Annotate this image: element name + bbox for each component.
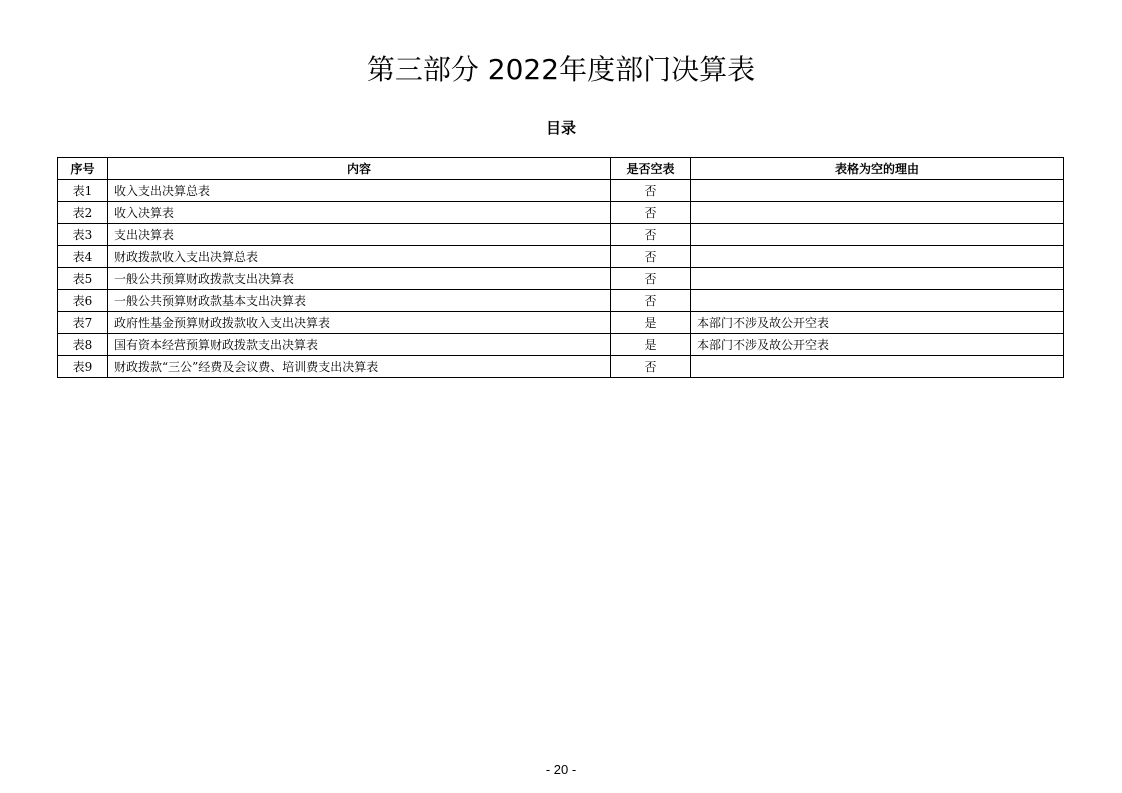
table-row xyxy=(58,202,1064,224)
row-is-empty: 否 xyxy=(611,356,691,378)
toc-table xyxy=(57,157,1064,378)
row-is-empty: 是 xyxy=(611,312,691,334)
row-no: 表8 xyxy=(58,334,108,356)
row-is-empty: 否 xyxy=(611,224,691,246)
row-content: 财政拨款“三公”经费及会议费、培训费支出决算表 xyxy=(108,356,611,378)
header-no: 序号 xyxy=(58,158,108,180)
table-row xyxy=(58,312,1064,334)
table-row xyxy=(58,246,1064,268)
row-no: 表5 xyxy=(58,268,108,290)
row-content: 财政拨款收入支出决算总表 xyxy=(108,246,611,268)
row-reason xyxy=(691,268,1064,290)
header-content: 内容 xyxy=(108,158,611,180)
row-no: 表2 xyxy=(58,202,108,224)
table-row xyxy=(58,224,1064,246)
row-reason: 本部门不涉及故公开空表 xyxy=(691,334,1064,356)
toc-heading: 目录 xyxy=(545,119,576,137)
row-content: 一般公共预算财政拨款支出决算表 xyxy=(108,268,611,290)
page-number: - 20 - xyxy=(545,762,577,777)
row-is-empty: 否 xyxy=(611,268,691,290)
table-row xyxy=(58,334,1064,356)
header-reason: 表格为空的理由 xyxy=(691,158,1064,180)
header-is-empty: 是否空表 xyxy=(611,158,691,180)
row-reason xyxy=(691,224,1064,246)
page-title: 第三部分 2022年度部门决算表 xyxy=(366,53,756,86)
row-no: 表1 xyxy=(58,180,108,202)
row-is-empty: 否 xyxy=(611,246,691,268)
table-row xyxy=(58,290,1064,312)
row-content: 国有资本经营预算财政拨款支出决算表 xyxy=(108,334,611,356)
row-reason xyxy=(691,290,1064,312)
row-content: 支出决算表 xyxy=(108,224,611,246)
table-header-row xyxy=(58,158,1064,180)
row-reason xyxy=(691,246,1064,268)
row-is-empty: 否 xyxy=(611,202,691,224)
row-no: 表6 xyxy=(58,290,108,312)
row-no: 表3 xyxy=(58,224,108,246)
row-content: 收入决算表 xyxy=(108,202,611,224)
row-reason xyxy=(691,202,1064,224)
row-no: 表4 xyxy=(58,246,108,268)
row-reason xyxy=(691,356,1064,378)
row-is-empty: 否 xyxy=(611,290,691,312)
row-no: 表7 xyxy=(58,312,108,334)
row-reason xyxy=(691,180,1064,202)
row-content: 政府性基金预算财政拨款收入支出决算表 xyxy=(108,312,611,334)
table-row xyxy=(58,268,1064,290)
row-content: 收入支出决算总表 xyxy=(108,180,611,202)
row-reason: 本部门不涉及故公开空表 xyxy=(691,312,1064,334)
row-is-empty: 否 xyxy=(611,180,691,202)
row-no: 表9 xyxy=(58,356,108,378)
table-row xyxy=(58,180,1064,202)
table-row xyxy=(58,356,1064,378)
row-content: 一般公共预算财政款基本支出决算表 xyxy=(108,290,611,312)
table-body xyxy=(58,180,1064,378)
row-is-empty: 是 xyxy=(611,334,691,356)
